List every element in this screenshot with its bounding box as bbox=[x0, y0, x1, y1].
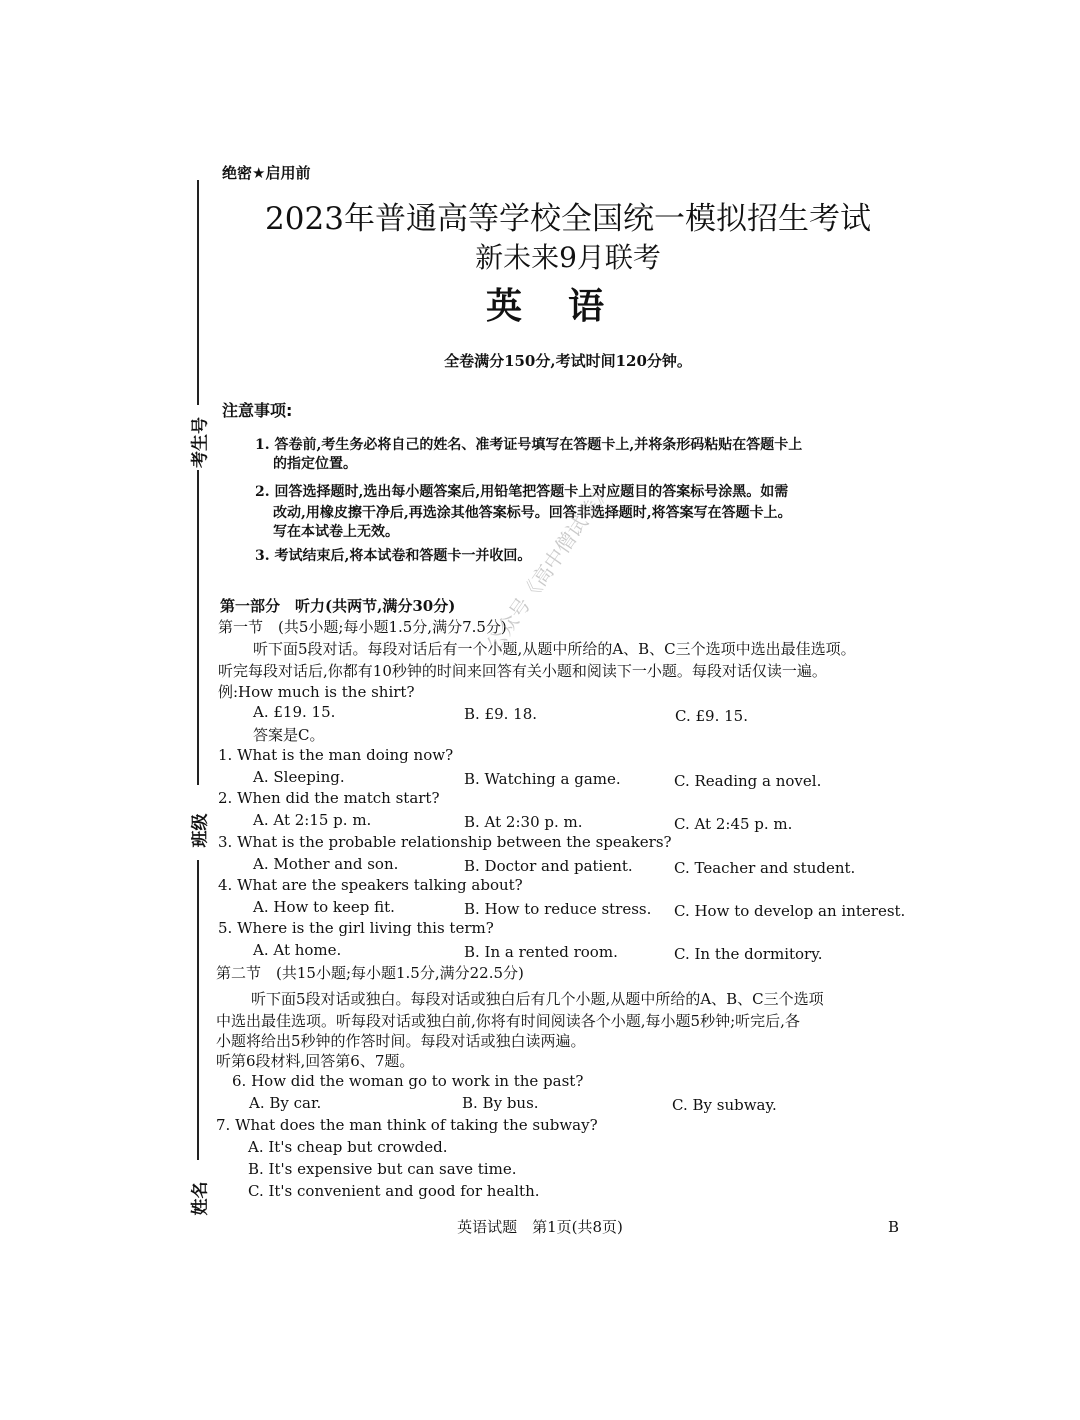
option-c: C. Reading a novel. bbox=[674, 772, 822, 790]
notice-line: 2. 回答选择题时,选出每小题答案后,用铅笔把答题卡上对应题目的答案标号涂黑。如需 bbox=[255, 484, 789, 500]
page-footer: 英语试题 第1页(共8页) bbox=[457, 1218, 623, 1236]
option-c: C. At 2:45 p. m. bbox=[674, 815, 793, 833]
name-label: 姓名 bbox=[190, 1181, 211, 1216]
question: 1. What is the man doing now? bbox=[218, 746, 454, 764]
exam-title: 2023年普通高等学校全国统一模拟招生考试 bbox=[265, 201, 871, 237]
question: 2. When did the match start? bbox=[218, 789, 440, 807]
question: 5. Where is the girl living this term? bbox=[218, 919, 494, 937]
score-info: 全卷满分150分,考试时间120分钟。 bbox=[444, 352, 692, 370]
option-b: B. Watching a game. bbox=[464, 770, 621, 788]
section1-heading: 第一节 (共5小题;每小题1.5分,满分7.5分) bbox=[218, 618, 507, 636]
notice-line: 改动,用橡皮擦干净后,再选涂其他答案标号。回答非选择题时,将答案写在答题卡上。 bbox=[273, 505, 792, 521]
option-a: A. At home. bbox=[253, 941, 342, 959]
option-b: B. At 2:30 p. m. bbox=[464, 813, 583, 831]
notice-line: 写在本试卷上无效。 bbox=[273, 524, 399, 540]
option-c: C. How to develop an interest. bbox=[674, 902, 906, 920]
notice-line: 1. 答卷前,考生务必将自己的姓名、准考证号填写在答题卡上,并将条形码粘贴在答题卡上 bbox=[255, 437, 803, 453]
section2-instruction: 听下面5段对话或独白。每段对话或独白后有几个小题,从题中所给的A、B、C三个选项 bbox=[251, 990, 824, 1008]
section2-instruction: 中选出最佳选项。听每段对话或独白前,你将有时间阅读各个小题,每小题5秒钟;听完后,各 bbox=[216, 1012, 800, 1030]
option-c: C. Teacher and student. bbox=[674, 859, 856, 877]
watermark: 公众号《高中僧试卷》 bbox=[481, 478, 616, 657]
option-a: A. How to keep fit. bbox=[253, 898, 395, 916]
exam-subtitle: 新未来9月联考 bbox=[475, 241, 661, 274]
option-a: A. At 2:15 p. m. bbox=[253, 811, 372, 829]
notice-line: 3. 考试结束后,将本试卷和答题卡一并收回。 bbox=[255, 548, 532, 564]
option-b: B. How to reduce stress. bbox=[464, 900, 652, 918]
section1-instruction: 听下面5段对话。每段对话后有一个小题,从题中所给的A、B、C三个选项中选出最佳选项。 bbox=[253, 640, 856, 658]
option-a: A. Sleeping. bbox=[253, 768, 345, 786]
notice-line: 的指定位置。 bbox=[273, 456, 357, 472]
option-b: B. By bus. bbox=[462, 1094, 539, 1112]
option-b: B. It's expensive but can save time. bbox=[248, 1160, 517, 1178]
example-answer: 答案是C。 bbox=[253, 726, 325, 744]
exam-number-label: 考生号 bbox=[190, 417, 211, 468]
binding-line-mid bbox=[197, 470, 199, 785]
section2-heading: 第二节 (共15小题;每小题1.5分,满分22.5分) bbox=[216, 964, 524, 982]
question: 3. What is the probable relationship between the speakers? bbox=[218, 833, 672, 851]
subject-title: 英语 bbox=[485, 285, 650, 327]
example-question: 例:How much is the shirt? bbox=[218, 683, 415, 701]
option-b: B. In a rented room. bbox=[464, 943, 618, 961]
option-a: A. Mother and son. bbox=[253, 855, 399, 873]
example-option-b: B. £9. 18. bbox=[464, 705, 538, 723]
option-a: A. By car. bbox=[249, 1094, 322, 1112]
part1-heading: 第一部分 听力(共两节,满分30分) bbox=[220, 597, 456, 615]
section1-instruction: 听完每段对话后,你都有10秒钟的时间来回答有关小题和阅读下一小题。每段对话仅读一遍。 bbox=[218, 662, 827, 680]
option-c: C. It's convenient and good for health. bbox=[248, 1182, 540, 1200]
binding-line-low bbox=[197, 860, 199, 1160]
version-mark: B bbox=[888, 1218, 900, 1236]
confidential-mark: 绝密★启用前 bbox=[222, 164, 311, 182]
question: 4. What are the speakers talking about? bbox=[218, 876, 523, 894]
option-b: B. Doctor and patient. bbox=[464, 857, 633, 875]
notice-heading: 注意事项: bbox=[222, 401, 293, 420]
option-c: C. By subway. bbox=[672, 1096, 777, 1114]
option-c: C. In the dormitory. bbox=[674, 945, 823, 963]
question: 6. How did the woman go to work in the past? bbox=[232, 1072, 584, 1090]
example-option-a: A. £19. 15. bbox=[253, 703, 336, 721]
class-label: 班级 bbox=[190, 813, 211, 848]
example-option-c: C. £9. 15. bbox=[675, 707, 748, 725]
option-a: A. It's cheap but crowded. bbox=[248, 1138, 448, 1156]
section2-instruction: 小题将给出5秒钟的作答时间。每段对话或独白读两遍。 bbox=[216, 1032, 586, 1050]
question: 7. What does the man think of taking the subway? bbox=[216, 1116, 598, 1134]
material-instruction: 听第6段材料,回答第6、7题。 bbox=[216, 1052, 415, 1070]
